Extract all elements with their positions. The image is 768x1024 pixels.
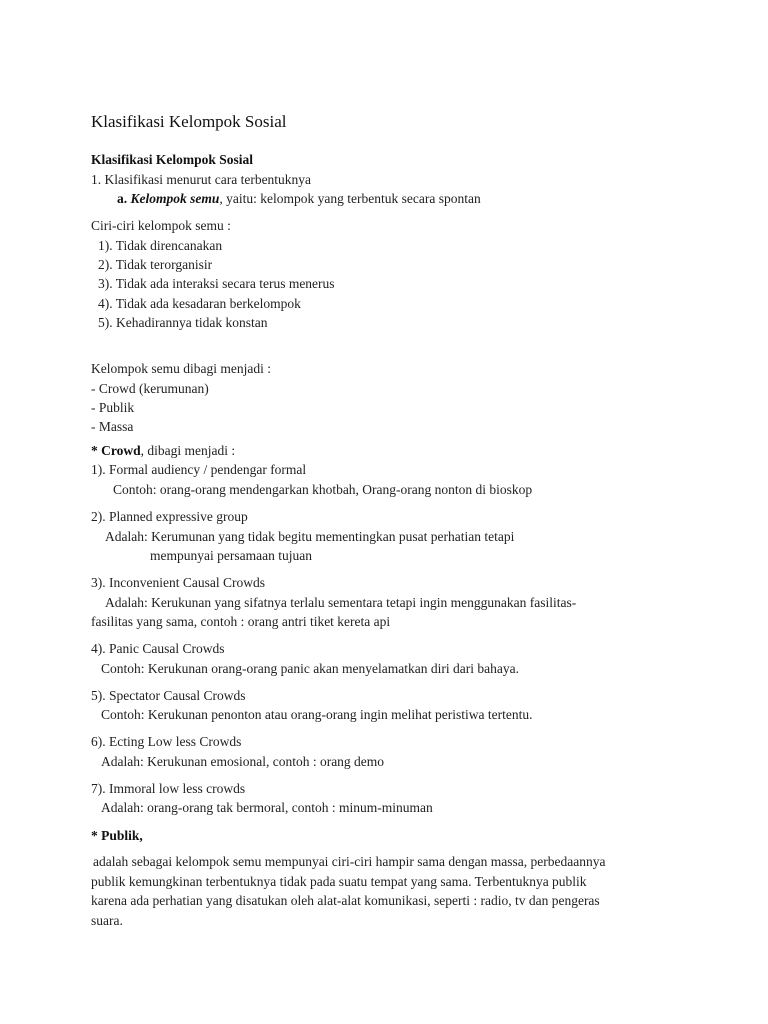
term-publik: * Publik — [91, 828, 140, 843]
publik-paragraph-line: karena ada perhatian yang disatukan oleh alat-alat komunikasi, seperti : radio, tv dan pengeras — [91, 893, 600, 908]
crowd-bullet: * — [91, 443, 102, 458]
crowd-item-head: 3). Inconvenient Causal Crowds — [91, 575, 265, 590]
term-kelompok-semu: Kelompok semu — [130, 191, 220, 206]
dibagi-item: - Publik — [91, 400, 135, 415]
section-heading: Klasifikasi Kelompok Sosial — [91, 152, 254, 167]
ciri-heading: Ciri-ciri kelompok semu : — [91, 218, 231, 233]
list-item-1a — [117, 189, 481, 208]
crowd-item-detail: Adalah: orang-orang tak bermoral, contoh : minum-minuman — [101, 800, 433, 815]
publik-paragraph-line: adalah sebagai kelompok semu mempunyai ciri-ciri hampir sama dengan massa, perbedaannya — [93, 854, 606, 869]
crowd-item-head: 5). Spectator Causal Crowds — [91, 688, 246, 703]
crowd-item-detail: fasilitas yang sama, contoh : orang antri tiket kereta api — [91, 614, 391, 629]
list-item-1: 1. Klasifikasi menurut cara terbentuknya — [91, 172, 312, 187]
ciri-item: 1). Tidak direncanakan — [98, 238, 223, 253]
dibagi-item: - Massa — [91, 419, 134, 434]
crowd-heading — [91, 441, 235, 460]
publik-heading-punct: , — [139, 828, 143, 843]
list-item-1a-text: , yaitu: kelompok yang terbentuk secara spontan — [219, 191, 481, 206]
list-item-1a-marker: a. — [117, 191, 131, 206]
publik-paragraph-line: suara. — [91, 913, 123, 928]
term-crowd: Crowd — [101, 443, 141, 458]
ciri-item: 4). Tidak ada kesadaran berkelompok — [98, 296, 301, 311]
crowd-item-head: 2). Planned expressive group — [91, 509, 248, 524]
crowd-item-head: 6). Ecting Low less Crowds — [91, 734, 242, 749]
crowd-item-detail: Contoh: Kerukunan orang-orang panic akan menyelamatkan diri dari bahaya. — [101, 661, 519, 676]
publik-heading — [91, 826, 143, 845]
ciri-item: 5). Kehadirannya tidak konstan — [98, 315, 268, 330]
crowd-item-detail: Adalah: Kerumunan yang tidak begitu mementingkan pusat perhatian tetapi — [105, 529, 515, 544]
crowd-item-detail: Adalah: Kerukunan emosional, contoh : orang demo — [101, 754, 385, 769]
crowd-item-detail: Contoh: orang-orang mendengarkan khotbah, Orang-orang nonton di bioskop — [113, 482, 533, 497]
crowd-item-detail: mempunyai persamaan tujuan — [150, 548, 312, 563]
crowd-item-head: 1). Formal audiency / pendengar formal — [91, 462, 307, 477]
crowd-item-detail: Contoh: Kerukunan penonton atau orang-orang ingin melihat peristiwa tertentu. — [101, 707, 533, 722]
ciri-item: 2). Tidak terorganisir — [98, 257, 213, 272]
crowd-item-head: 4). Panic Causal Crowds — [91, 641, 225, 656]
crowd-item-head: 7). Immoral low less crowds — [91, 781, 246, 796]
crowd-heading-text: , dibagi menjadi : — [140, 443, 236, 458]
crowd-item-detail: Adalah: Kerukunan yang sifatnya terlalu sementara tetapi ingin menggunakan fasilitas- — [105, 595, 577, 610]
document-title: Klasifikasi Kelompok Sosial — [91, 112, 287, 131]
dibagi-heading: Kelompok semu dibagi menjadi : — [91, 361, 271, 376]
publik-paragraph-line: publik kemungkinan terbentuknya tidak pada suatu tempat yang sama. Terbentuknya publik — [91, 874, 587, 889]
dibagi-item: - Crowd (kerumunan) — [91, 381, 209, 396]
ciri-item: 3). Tidak ada interaksi secara terus menerus — [98, 276, 335, 291]
